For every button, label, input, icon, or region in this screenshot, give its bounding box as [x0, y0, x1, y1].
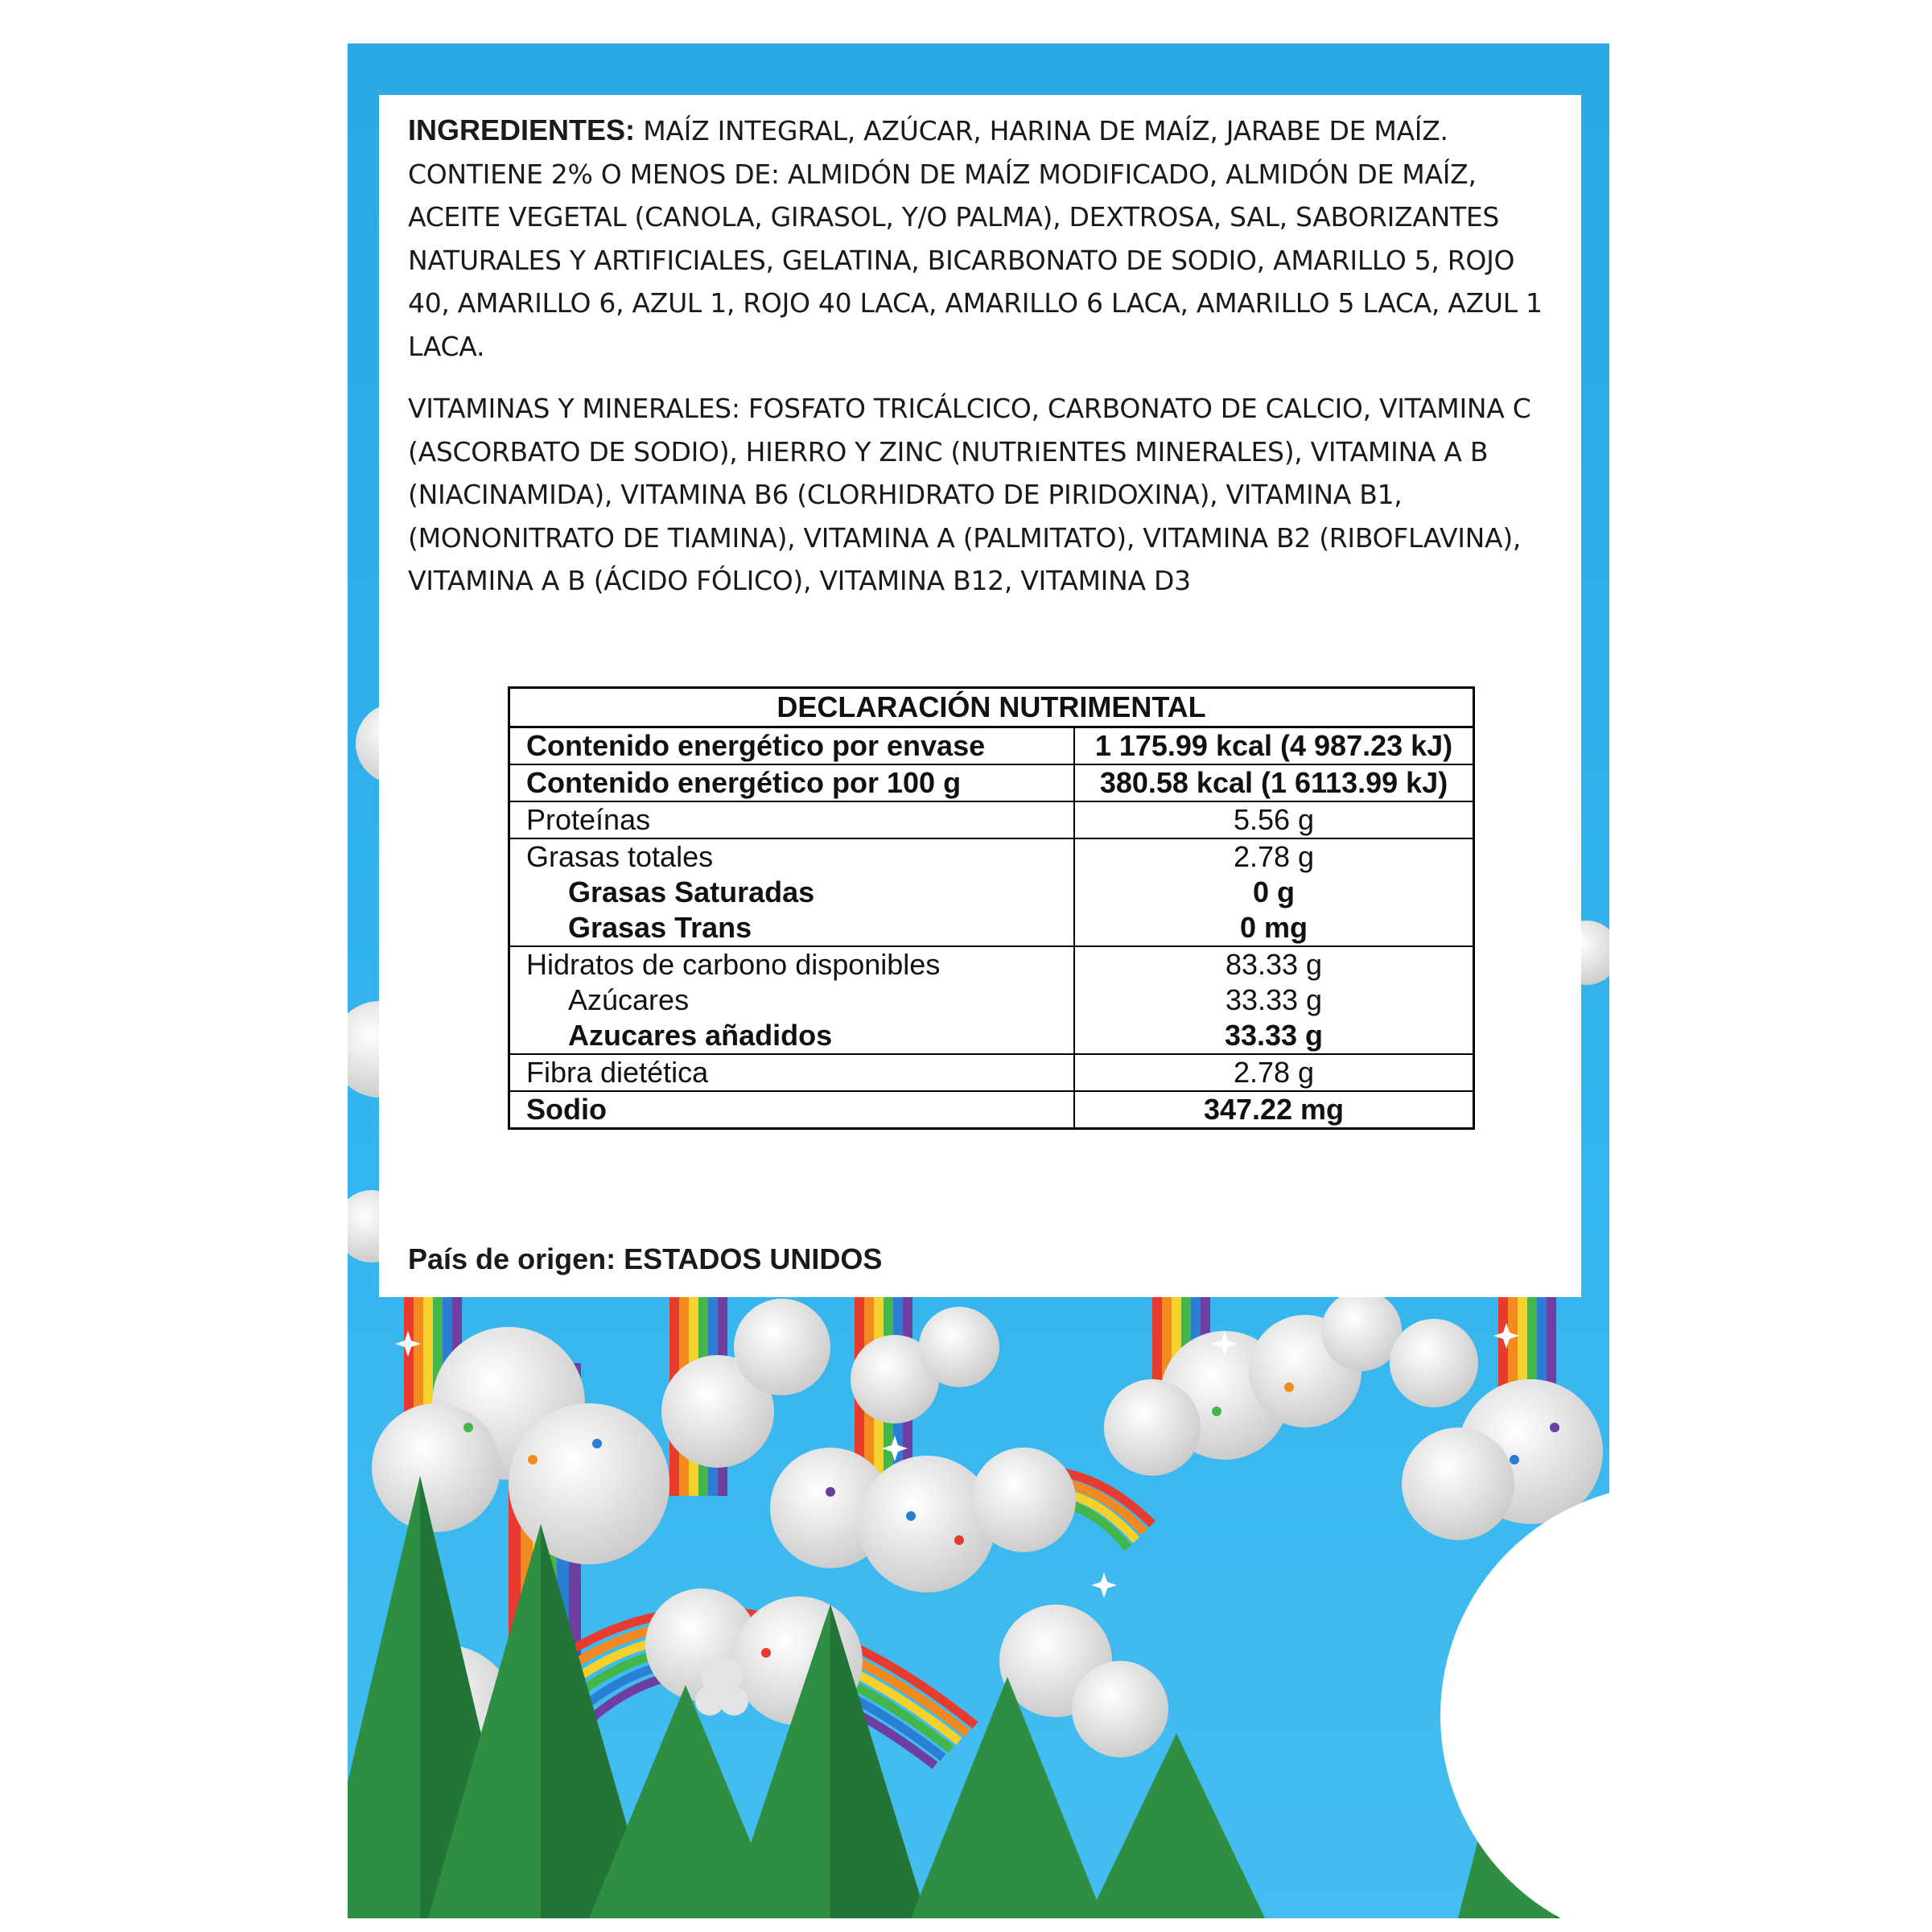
row-value: 347.22 mg — [1074, 1091, 1474, 1129]
nutrition-table — [508, 686, 1475, 1130]
table-row — [509, 1054, 1474, 1091]
nutrition-title: DECLARACIÓN NUTRIMENTAL — [509, 688, 1474, 727]
row-label: Sodio — [509, 1091, 1075, 1129]
row-label: Proteínas — [509, 801, 1075, 838]
row-value: 2.78 g — [1074, 1054, 1474, 1091]
info-panel — [379, 95, 1581, 1297]
row-value: 1 175.99 kcal (4 987.23 kJ) — [1074, 727, 1474, 765]
table-row — [509, 801, 1474, 838]
table-row — [509, 838, 1474, 946]
fat-values — [1074, 838, 1474, 946]
row-label: Contenido energético por 100 g — [509, 764, 1075, 801]
row-value: 2.78 g — [1233, 840, 1315, 873]
nutrition-title-row — [509, 688, 1474, 727]
ingredients-heading: INGREDIENTES: — [408, 113, 636, 146]
row-label: Contenido energético por envase — [509, 727, 1075, 765]
ingredients-list: MAÍZ INTEGRAL, AZÚCAR, HARINA DE MAÍZ, JARABE DE MAÍZ. CONTIENE 2% O MENOS DE: ALMIDÓN DE MAÍZ MODIFICADO, ALMIDÓN DE MAÍZ, ACEITE VEGETAL (CANOLA, GIRASOL, Y/O PALMA), DEXTROSA, SAL, SABORIZANTES NATURALES Y ARTIFICIALES, GELATINA, BICARBONATO DE SODIO, AMARILLO 5, ROJO 40, AMARILLO 6, AZUL 1, ROJO 40 LACA, AMARILLO 6 LACA, AMARILLO 5 LACA, AZUL 1 LACA. — [408, 115, 1543, 362]
vitamins-text: VITAMINAS Y MINERALES: FOSFATO TRICÁLCICO, CARBONATO DE CALCIO, VITAMINA C (ASCORBATO DE SODIO), HIERRO Y ZINC (NUTRIENTES MINERALES), VITAMINA A B (NIACINAMIDA), VITAMINA B6 (CLORHIDRATO DE PIRIDOXINA), VITAMINA B1, (MONONITRATO DE TIAMINA), VITAMINA A (PALMITATO), VITAMINA B2 (RIBOFLAVINA), VITAMINA A B (ÁCIDO FÓLICO), VITAMINA B12, VITAMINA D3 — [408, 393, 1531, 596]
row-label: Azucares añadidos — [568, 1019, 833, 1052]
fat-labels — [509, 838, 1075, 946]
row-value: 5.56 g — [1074, 801, 1474, 838]
carb-labels — [509, 946, 1075, 1054]
row-value: 380.58 kcal (1 6113.99 kJ) — [1074, 764, 1474, 801]
row-label: Fibra dietética — [509, 1054, 1075, 1091]
row-value: 83.33 g — [1225, 948, 1323, 981]
table-row — [509, 1091, 1474, 1129]
row-value: 0 g — [1252, 875, 1295, 908]
ingredients-text — [408, 109, 1559, 368]
row-value: 0 mg — [1239, 911, 1308, 944]
table-row — [509, 727, 1474, 765]
row-label: Grasas Trans — [568, 911, 752, 944]
row-label: Grasas totales — [526, 840, 714, 873]
row-label: Azúcares — [568, 983, 690, 1016]
row-label: Hidratos de carbono disponibles — [526, 948, 941, 981]
table-row — [509, 764, 1474, 801]
row-value: 33.33 g — [1225, 983, 1323, 1016]
row-value: 33.33 g — [1224, 1019, 1324, 1052]
country-of-origin: País de origen: ESTADOS UNIDOS — [408, 1242, 883, 1275]
table-row — [509, 946, 1474, 1054]
carb-values — [1074, 946, 1474, 1054]
row-label: Grasas Saturadas — [568, 875, 815, 908]
